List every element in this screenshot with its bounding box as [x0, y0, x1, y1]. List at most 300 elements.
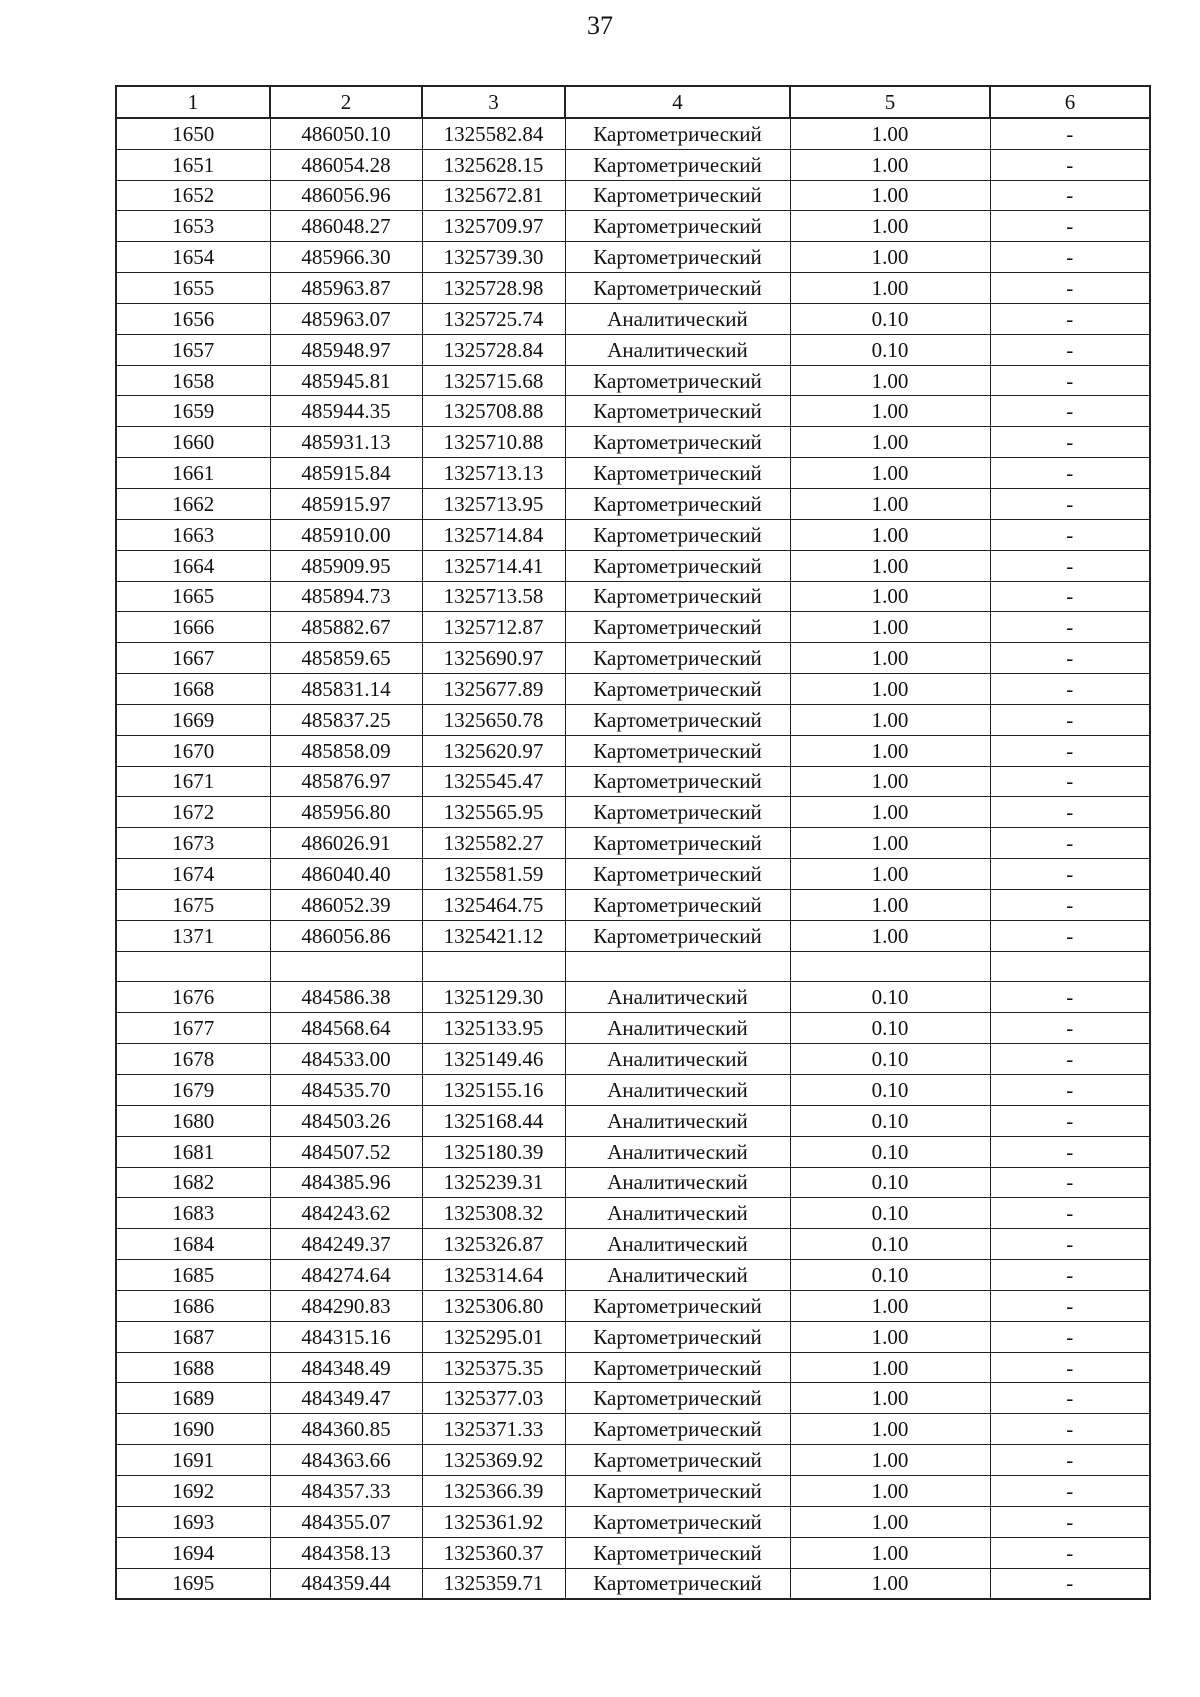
description-cell: - [990, 488, 1150, 519]
x-coordinate-cell: 485963.07 [270, 303, 422, 334]
table-row [116, 519, 1150, 550]
y-coordinate-cell: 1325180.39 [422, 1136, 565, 1167]
point-number-cell: 1692 [116, 1475, 270, 1506]
method-cell: Картометрический [565, 149, 790, 180]
y-coordinate-cell: 1325359.71 [422, 1568, 565, 1599]
point-number-cell: 1652 [116, 180, 270, 211]
point-number-cell: 1695 [116, 1568, 270, 1599]
x-coordinate-cell: 484385.96 [270, 1167, 422, 1198]
description-cell: - [990, 1475, 1150, 1506]
table-row [116, 550, 1150, 581]
description-cell: - [990, 889, 1150, 920]
accuracy-cell: 1.00 [790, 581, 990, 612]
x-coordinate-cell: 484568.64 [270, 1013, 422, 1044]
point-number-cell: 1660 [116, 427, 270, 458]
x-coordinate-cell: 484290.83 [270, 1290, 422, 1321]
method-cell: Картометрический [565, 1506, 790, 1537]
y-coordinate-cell: 1325361.92 [422, 1506, 565, 1537]
point-number-cell: 1656 [116, 303, 270, 334]
method-cell: Картометрический [565, 889, 790, 920]
method-cell: Аналитический [565, 1105, 790, 1136]
x-coordinate-cell: 485894.73 [270, 581, 422, 612]
x-coordinate-cell: 485837.25 [270, 704, 422, 735]
accuracy-cell [790, 951, 990, 982]
y-coordinate-cell: 1325168.44 [422, 1105, 565, 1136]
description-cell: - [990, 1013, 1150, 1044]
x-coordinate-cell: 485956.80 [270, 797, 422, 828]
table-row [116, 828, 1150, 859]
accuracy-cell: 1.00 [790, 1568, 990, 1599]
table-body [116, 118, 1150, 1600]
y-coordinate-cell: 1325314.64 [422, 1260, 565, 1291]
y-coordinate-cell: 1325306.80 [422, 1290, 565, 1321]
x-coordinate-cell: 485948.97 [270, 334, 422, 365]
y-coordinate-cell: 1325129.30 [422, 982, 565, 1013]
point-number-cell: 1685 [116, 1260, 270, 1291]
accuracy-cell: 1.00 [790, 149, 990, 180]
x-coordinate-cell: 484507.52 [270, 1136, 422, 1167]
table-header [116, 86, 1150, 118]
accuracy-cell: 0.10 [790, 303, 990, 334]
description-cell: - [990, 1198, 1150, 1229]
method-cell: Аналитический [565, 1229, 790, 1260]
table-row [116, 118, 1150, 149]
point-number-cell: 1371 [116, 920, 270, 951]
y-coordinate-cell: 1325713.13 [422, 458, 565, 489]
table-row [116, 797, 1150, 828]
accuracy-cell: 1.00 [790, 643, 990, 674]
point-number-cell: 1668 [116, 674, 270, 705]
y-coordinate-cell: 1325712.87 [422, 612, 565, 643]
point-number-cell: 1662 [116, 488, 270, 519]
coordinates-table [115, 85, 1151, 1600]
accuracy-cell: 1.00 [790, 365, 990, 396]
y-coordinate-cell: 1325725.74 [422, 303, 565, 334]
point-number-cell: 1650 [116, 118, 270, 149]
y-coordinate-cell: 1325308.32 [422, 1198, 565, 1229]
description-cell: - [990, 1321, 1150, 1352]
table-row [116, 1105, 1150, 1136]
point-number-cell: 1651 [116, 149, 270, 180]
table-row [116, 458, 1150, 489]
accuracy-cell: 0.10 [790, 982, 990, 1013]
description-cell: - [990, 242, 1150, 273]
description-cell: - [990, 1383, 1150, 1414]
accuracy-cell: 1.00 [790, 1321, 990, 1352]
table-row [116, 1414, 1150, 1445]
header-cell-1: 1 [116, 86, 270, 118]
description-cell: - [990, 1414, 1150, 1445]
method-cell: Картометрический [565, 674, 790, 705]
x-coordinate-cell: 484249.37 [270, 1229, 422, 1260]
x-coordinate-cell: 484503.26 [270, 1105, 422, 1136]
point-number-cell: 1670 [116, 735, 270, 766]
x-coordinate-cell: 486040.40 [270, 859, 422, 890]
method-cell: Картометрический [565, 1568, 790, 1599]
x-coordinate-cell: 484348.49 [270, 1352, 422, 1383]
point-number-cell: 1666 [116, 612, 270, 643]
table-row [116, 1506, 1150, 1537]
table-row [116, 859, 1150, 890]
point-number-cell: 1669 [116, 704, 270, 735]
accuracy-cell: 1.00 [790, 427, 990, 458]
table-row [116, 735, 1150, 766]
y-coordinate-cell: 1325133.95 [422, 1013, 565, 1044]
x-coordinate-cell: 485876.97 [270, 766, 422, 797]
y-coordinate-cell: 1325545.47 [422, 766, 565, 797]
x-coordinate-cell: 485931.13 [270, 427, 422, 458]
method-cell: Картометрический [565, 365, 790, 396]
description-cell: - [990, 149, 1150, 180]
point-number-cell: 1658 [116, 365, 270, 396]
point-number-cell: 1654 [116, 242, 270, 273]
point-number-cell: 1681 [116, 1136, 270, 1167]
table-row [116, 211, 1150, 242]
description-cell: - [990, 859, 1150, 890]
x-coordinate-cell: 485859.65 [270, 643, 422, 674]
y-coordinate-cell: 1325369.92 [422, 1445, 565, 1476]
description-cell: - [990, 1229, 1150, 1260]
method-cell: Аналитический [565, 1167, 790, 1198]
table-row [116, 1352, 1150, 1383]
x-coordinate-cell: 485882.67 [270, 612, 422, 643]
point-number-cell: 1661 [116, 458, 270, 489]
x-coordinate-cell: 484315.16 [270, 1321, 422, 1352]
accuracy-cell: 1.00 [790, 797, 990, 828]
description-cell: - [990, 920, 1150, 951]
description-cell: - [990, 118, 1150, 149]
point-number-cell: 1659 [116, 396, 270, 427]
method-cell: Картометрический [565, 920, 790, 951]
accuracy-cell: 0.10 [790, 1075, 990, 1106]
header-cell-3: 3 [422, 86, 565, 118]
y-coordinate-cell: 1325360.37 [422, 1537, 565, 1568]
page-number: 37 [587, 11, 613, 40]
point-number-cell: 1687 [116, 1321, 270, 1352]
table-row [116, 1475, 1150, 1506]
table-row [116, 1075, 1150, 1106]
method-cell: Картометрический [565, 273, 790, 304]
description-cell: - [990, 519, 1150, 550]
y-coordinate-cell: 1325715.68 [422, 365, 565, 396]
method-cell: Аналитический [565, 1044, 790, 1075]
accuracy-cell: 1.00 [790, 550, 990, 581]
point-number-cell: 1671 [116, 766, 270, 797]
accuracy-cell: 0.10 [790, 1167, 990, 1198]
accuracy-cell: 1.00 [790, 488, 990, 519]
table-row [116, 1537, 1150, 1568]
table-row [116, 488, 1150, 519]
method-cell: Картометрический [565, 1321, 790, 1352]
x-coordinate-cell: 484274.64 [270, 1260, 422, 1291]
header-cell-5: 5 [790, 86, 990, 118]
accuracy-cell: 0.10 [790, 1105, 990, 1136]
description-cell: - [990, 735, 1150, 766]
accuracy-cell: 0.10 [790, 1013, 990, 1044]
accuracy-cell: 1.00 [790, 1445, 990, 1476]
point-number-cell: 1677 [116, 1013, 270, 1044]
table-row [116, 1044, 1150, 1075]
accuracy-cell: 1.00 [790, 828, 990, 859]
method-cell: Картометрический [565, 828, 790, 859]
accuracy-cell: 1.00 [790, 1475, 990, 1506]
x-coordinate-cell: 484535.70 [270, 1075, 422, 1106]
x-coordinate-cell: 484358.13 [270, 1537, 422, 1568]
description-cell: - [990, 1167, 1150, 1198]
method-cell: Картометрический [565, 488, 790, 519]
y-coordinate-cell: 1325582.84 [422, 118, 565, 149]
table-row [116, 1290, 1150, 1321]
description-cell: - [990, 828, 1150, 859]
y-coordinate-cell: 1325464.75 [422, 889, 565, 920]
accuracy-cell: 1.00 [790, 1506, 990, 1537]
method-cell: Картометрический [565, 242, 790, 273]
accuracy-cell: 1.00 [790, 766, 990, 797]
point-number-cell: 1688 [116, 1352, 270, 1383]
accuracy-cell: 1.00 [790, 396, 990, 427]
table-row [116, 273, 1150, 304]
accuracy-cell: 1.00 [790, 920, 990, 951]
point-number-cell: 1653 [116, 211, 270, 242]
method-cell: Картометрический [565, 612, 790, 643]
method-cell: Картометрический [565, 1445, 790, 1476]
x-coordinate-cell: 485909.95 [270, 550, 422, 581]
table-row [116, 1167, 1150, 1198]
table-row [116, 1229, 1150, 1260]
accuracy-cell: 1.00 [790, 519, 990, 550]
method-cell: Картометрический [565, 519, 790, 550]
method-cell: Картометрический [565, 1290, 790, 1321]
description-cell: - [990, 273, 1150, 304]
header-cell-2: 2 [270, 86, 422, 118]
header-row [116, 86, 1150, 118]
y-coordinate-cell: 1325708.88 [422, 396, 565, 427]
description-cell: - [990, 643, 1150, 674]
y-coordinate-cell: 1325155.16 [422, 1075, 565, 1106]
x-coordinate-cell: 485945.81 [270, 365, 422, 396]
y-coordinate-cell: 1325728.84 [422, 334, 565, 365]
method-cell: Картометрический [565, 643, 790, 674]
method-cell: Аналитический [565, 334, 790, 365]
x-coordinate-cell: 486048.27 [270, 211, 422, 242]
y-coordinate-cell: 1325628.15 [422, 149, 565, 180]
accuracy-cell: 0.10 [790, 1136, 990, 1167]
table-row [116, 1260, 1150, 1291]
y-coordinate-cell: 1325690.97 [422, 643, 565, 674]
table-row [116, 334, 1150, 365]
table-row [116, 1383, 1150, 1414]
table-row [116, 427, 1150, 458]
y-coordinate-cell: 1325421.12 [422, 920, 565, 951]
y-coordinate-cell: 1325672.81 [422, 180, 565, 211]
header-cell-6: 6 [990, 86, 1150, 118]
method-cell: Картометрический [565, 211, 790, 242]
table-row [116, 180, 1150, 211]
table-row [116, 1568, 1150, 1599]
point-number-cell: 1690 [116, 1414, 270, 1445]
description-cell: - [990, 581, 1150, 612]
x-coordinate-cell: 486056.96 [270, 180, 422, 211]
x-coordinate-cell: 484360.85 [270, 1414, 422, 1445]
x-coordinate-cell: 484243.62 [270, 1198, 422, 1229]
point-number-cell: 1673 [116, 828, 270, 859]
method-cell: Картометрический [565, 1352, 790, 1383]
x-coordinate-cell: 485963.87 [270, 273, 422, 304]
point-number-cell: 1680 [116, 1105, 270, 1136]
description-cell: - [990, 1105, 1150, 1136]
x-coordinate-cell: 485831.14 [270, 674, 422, 705]
method-cell: Картометрический [565, 1414, 790, 1445]
description-cell: - [990, 365, 1150, 396]
point-number-cell: 1678 [116, 1044, 270, 1075]
y-coordinate-cell: 1325565.95 [422, 797, 565, 828]
description-cell: - [990, 982, 1150, 1013]
method-cell: Картометрический [565, 859, 790, 890]
x-coordinate-cell: 484357.33 [270, 1475, 422, 1506]
method-cell: Аналитический [565, 1198, 790, 1229]
accuracy-cell: 0.10 [790, 334, 990, 365]
point-number-cell: 1667 [116, 643, 270, 674]
description-cell: - [990, 1506, 1150, 1537]
description-cell: - [990, 458, 1150, 489]
accuracy-cell: 1.00 [790, 674, 990, 705]
description-cell: - [990, 1568, 1150, 1599]
accuracy-cell: 1.00 [790, 180, 990, 211]
x-coordinate-cell: 486056.86 [270, 920, 422, 951]
y-coordinate-cell: 1325709.97 [422, 211, 565, 242]
method-cell: Аналитический [565, 1013, 790, 1044]
x-coordinate-cell: 486050.10 [270, 118, 422, 149]
description-cell: - [990, 674, 1150, 705]
y-coordinate-cell: 1325714.41 [422, 550, 565, 581]
accuracy-cell: 1.00 [790, 118, 990, 149]
description-cell: - [990, 1352, 1150, 1383]
accuracy-cell: 1.00 [790, 889, 990, 920]
accuracy-cell: 1.00 [790, 1290, 990, 1321]
table-row [116, 982, 1150, 1013]
point-number-cell: 1655 [116, 273, 270, 304]
method-cell: Картометрический [565, 180, 790, 211]
accuracy-cell: 0.10 [790, 1198, 990, 1229]
method-cell: Аналитический [565, 1136, 790, 1167]
method-cell: Картометрический [565, 550, 790, 581]
table-row [116, 674, 1150, 705]
y-coordinate-cell: 1325739.30 [422, 242, 565, 273]
description-cell: - [990, 1290, 1150, 1321]
y-coordinate-cell: 1325650.78 [422, 704, 565, 735]
method-cell: Картометрический [565, 1537, 790, 1568]
method-cell: Картометрический [565, 118, 790, 149]
y-coordinate-cell: 1325677.89 [422, 674, 565, 705]
table-row [116, 920, 1150, 951]
y-coordinate-cell: 1325710.88 [422, 427, 565, 458]
accuracy-cell: 1.00 [790, 704, 990, 735]
separator-row [116, 951, 1150, 982]
table-row [116, 643, 1150, 674]
method-cell: Картометрический [565, 1383, 790, 1414]
method-cell: Картометрический [565, 766, 790, 797]
accuracy-cell: 0.10 [790, 1044, 990, 1075]
accuracy-cell: 1.00 [790, 273, 990, 304]
table-row [116, 581, 1150, 612]
table-row [116, 365, 1150, 396]
point-number-cell: 1675 [116, 889, 270, 920]
point-number-cell: 1694 [116, 1537, 270, 1568]
x-coordinate-cell: 484533.00 [270, 1044, 422, 1075]
point-number-cell: 1679 [116, 1075, 270, 1106]
y-coordinate-cell: 1325375.35 [422, 1352, 565, 1383]
y-coordinate-cell [422, 951, 565, 982]
accuracy-cell: 1.00 [790, 1352, 990, 1383]
method-cell: Картометрический [565, 427, 790, 458]
method-cell: Картометрический [565, 581, 790, 612]
x-coordinate-cell: 484586.38 [270, 982, 422, 1013]
method-cell: Аналитический [565, 1260, 790, 1291]
point-number-cell [116, 951, 270, 982]
x-coordinate-cell: 484359.44 [270, 1568, 422, 1599]
table-row [116, 396, 1150, 427]
header-cell-4: 4 [565, 86, 790, 118]
table-row [116, 612, 1150, 643]
x-coordinate-cell: 485915.97 [270, 488, 422, 519]
y-coordinate-cell: 1325713.58 [422, 581, 565, 612]
y-coordinate-cell: 1325714.84 [422, 519, 565, 550]
point-number-cell: 1682 [116, 1167, 270, 1198]
description-cell: - [990, 1075, 1150, 1106]
table-row [116, 149, 1150, 180]
y-coordinate-cell: 1325582.27 [422, 828, 565, 859]
x-coordinate-cell: 485910.00 [270, 519, 422, 550]
accuracy-cell: 1.00 [790, 458, 990, 489]
accuracy-cell: 1.00 [790, 1414, 990, 1445]
description-cell: - [990, 396, 1150, 427]
y-coordinate-cell: 1325371.33 [422, 1414, 565, 1445]
accuracy-cell: 1.00 [790, 1383, 990, 1414]
description-cell: - [990, 550, 1150, 581]
accuracy-cell: 1.00 [790, 242, 990, 273]
point-number-cell: 1672 [116, 797, 270, 828]
table-row [116, 704, 1150, 735]
y-coordinate-cell: 1325728.98 [422, 273, 565, 304]
table-row [116, 303, 1150, 334]
point-number-cell: 1683 [116, 1198, 270, 1229]
method-cell: Картометрический [565, 1475, 790, 1506]
description-cell: - [990, 427, 1150, 458]
description-cell: - [990, 1136, 1150, 1167]
method-cell: Аналитический [565, 303, 790, 334]
x-coordinate-cell [270, 951, 422, 982]
description-cell: - [990, 704, 1150, 735]
point-number-cell: 1686 [116, 1290, 270, 1321]
accuracy-cell: 1.00 [790, 1537, 990, 1568]
y-coordinate-cell: 1325295.01 [422, 1321, 565, 1352]
accuracy-cell: 1.00 [790, 859, 990, 890]
description-cell: - [990, 1044, 1150, 1075]
x-coordinate-cell: 485858.09 [270, 735, 422, 766]
method-cell [565, 951, 790, 982]
point-number-cell: 1676 [116, 982, 270, 1013]
method-cell: Аналитический [565, 982, 790, 1013]
table-row [116, 242, 1150, 273]
y-coordinate-cell: 1325149.46 [422, 1044, 565, 1075]
y-coordinate-cell: 1325366.39 [422, 1475, 565, 1506]
x-coordinate-cell: 485944.35 [270, 396, 422, 427]
accuracy-cell: 0.10 [790, 1260, 990, 1291]
point-number-cell: 1691 [116, 1445, 270, 1476]
point-number-cell: 1657 [116, 334, 270, 365]
description-cell: - [990, 1260, 1150, 1291]
x-coordinate-cell: 484349.47 [270, 1383, 422, 1414]
